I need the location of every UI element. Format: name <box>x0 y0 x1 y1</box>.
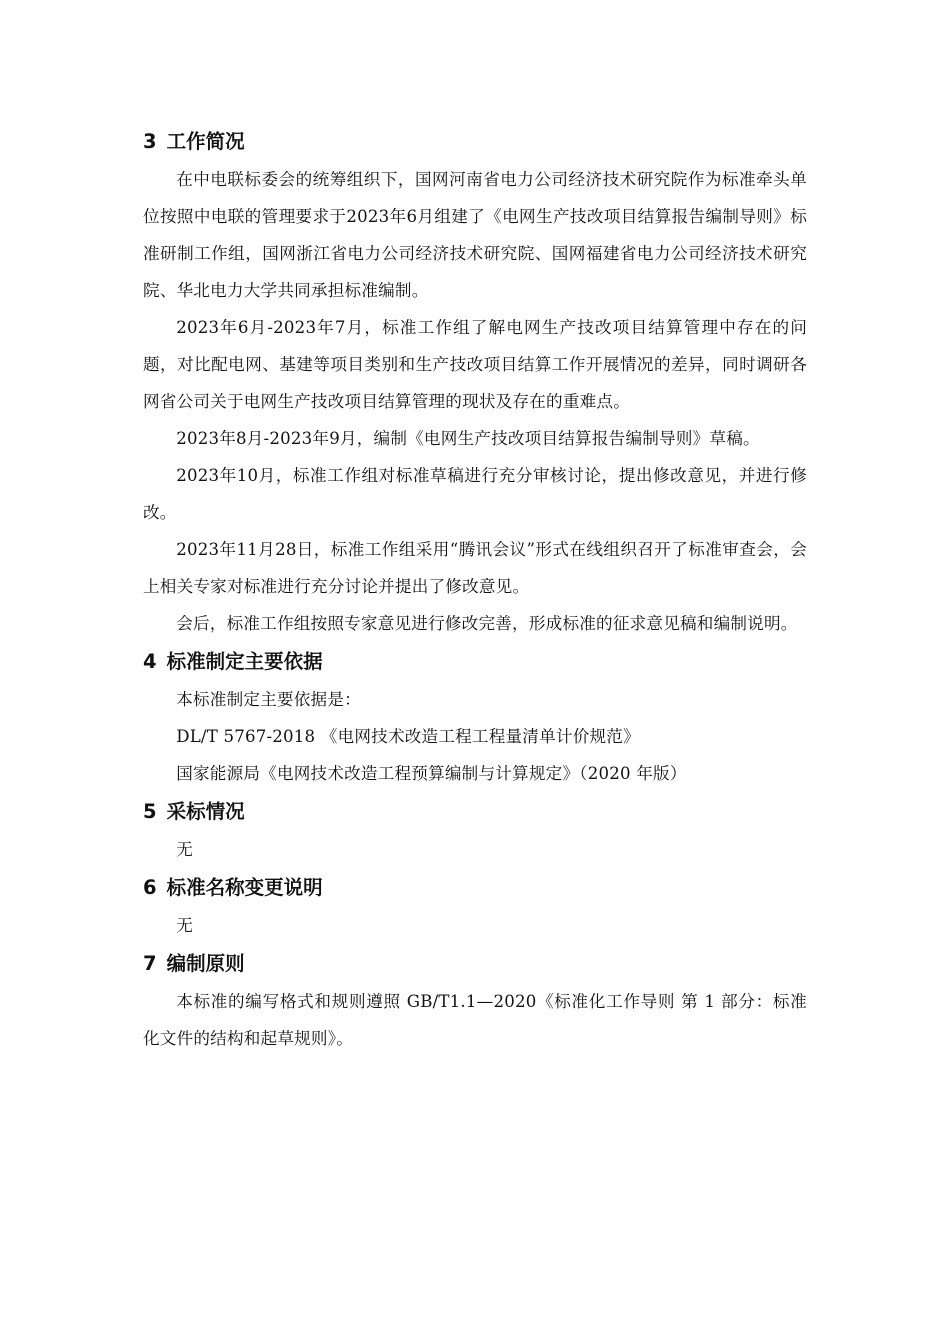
section-title: 标准名称变更说明 <box>166 876 323 899</box>
section-title: 工作简况 <box>166 130 245 153</box>
section-number: 3 <box>143 130 157 153</box>
paragraph: 2023年10月，标准工作组对标准草稿进行充分审核讨论，提出修改意见，并进行修改。 <box>143 466 807 522</box>
paragraph: 2023年11月28日，标准工作组采用“腾讯会议”形式在线组织召开了标准审查会，会上相关专家对标准进行充分讨论并提出了修改意见。 <box>143 540 807 596</box>
section-heading <box>143 642 807 681</box>
section-heading <box>143 122 807 161</box>
section-heading <box>143 944 807 983</box>
section-number: 6 <box>143 876 157 899</box>
text-line: 本标准制定主要依据是： <box>176 690 361 709</box>
section-number: 7 <box>143 952 157 975</box>
reference-line: 国家能源局《电网技术改造工程预算编制与计算规定》（2020 年版） <box>176 764 687 783</box>
paragraph: 会后，标准工作组按照专家意见进行修改完善，形成标准的征求意见稿和编制说明。 <box>176 614 798 633</box>
paragraph: 在中电联标委会的统筹组织下，国网河南省电力公司经济技术研究院作为标准牵头单位按照中电联的管理要求于2023年6月组建了《电网生产技改项目结算报告编制导则》标准研制工作组，国网浙江省电力公司经济技术研究院、国网福建省电力公司经济技术研究院、华北电力大学共同承担标准编制。 <box>143 170 807 300</box>
paragraph: 本标准的编写格式和规则遵照 GB/T1.1—2020《标准化工作导则 第 1 部分：标准化文件的结构和起草规则》。 <box>143 992 807 1048</box>
section-title: 编制原则 <box>166 952 245 975</box>
section-title: 标准制定主要依据 <box>166 650 323 673</box>
text-line: 无 <box>176 840 193 859</box>
reference-line: DL/T 5767-2018 《电网技术改造工程工程量清单计价规范》 <box>176 727 640 746</box>
section-title: 采标情况 <box>166 800 245 823</box>
document-page <box>143 122 807 1057</box>
paragraph: 2023年8月-2023年9月，编制《电网生产技改项目结算报告编制导则》草稿。 <box>176 429 760 448</box>
section-heading <box>143 868 807 907</box>
section-heading <box>143 792 807 831</box>
text-line: 无 <box>176 916 193 935</box>
section-number: 5 <box>143 800 157 823</box>
paragraph: 2023年6月-2023年7月，标准工作组了解电网生产技改项目结算管理中存在的问题，对比配电网、基建等项目类别和生产技改项目结算工作开展情况的差异，同时调研各网省公司关于电网生产技改项目结算管理的现状及存在的重难点。 <box>143 318 807 411</box>
section-number: 4 <box>143 650 157 673</box>
